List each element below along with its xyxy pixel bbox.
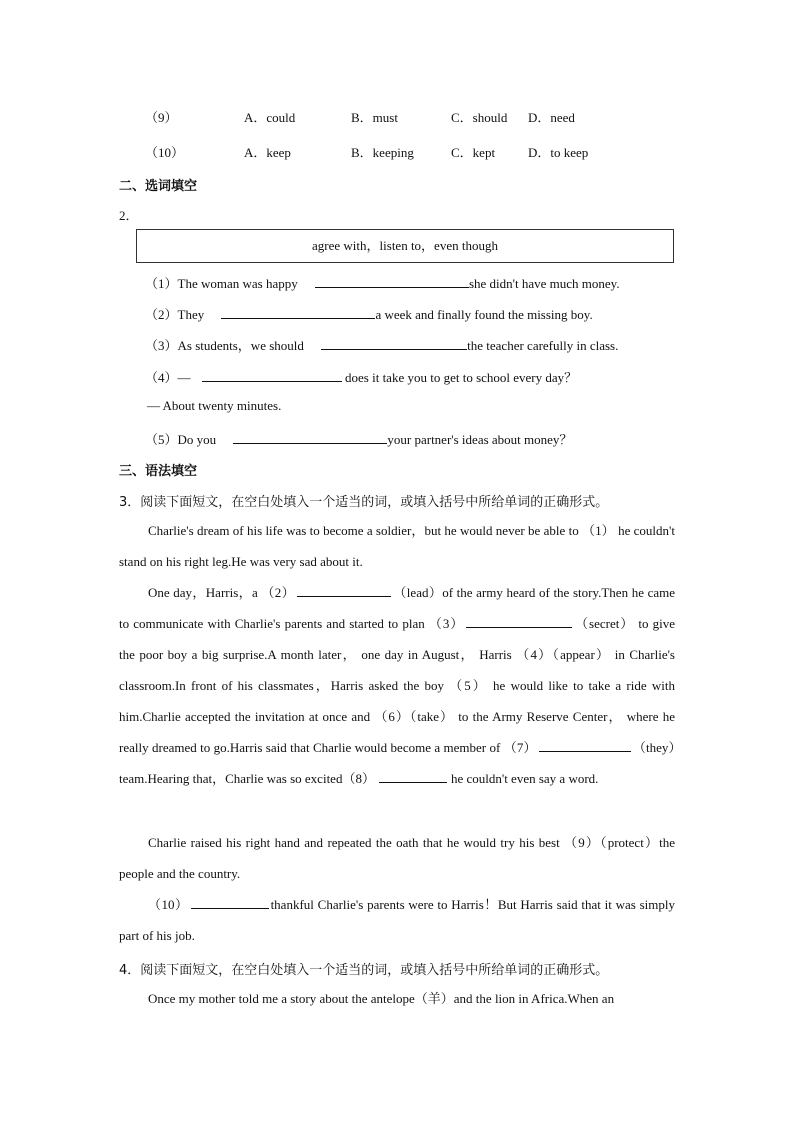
fill-item-4-answer: — About twenty minutes. bbox=[147, 398, 282, 413]
item-text: a week and finally found the missing boy. bbox=[375, 307, 593, 322]
item-text: your partner's ideas about money？ bbox=[387, 432, 573, 447]
answer-blank[interactable] bbox=[539, 737, 631, 752]
option-a: A．keep bbox=[244, 145, 291, 160]
option-b: B．keeping bbox=[351, 145, 414, 160]
item-text: does it take you to get to school every day？ bbox=[345, 370, 578, 385]
passage-text: he couldn't even say a word. bbox=[450, 771, 599, 786]
passage-4-paragraph-1: Once my mother told me a story about the antelope（羊）and the lion in Africa.When an bbox=[148, 991, 615, 1006]
word-box: agree with，listen to，even though bbox=[136, 229, 674, 263]
passage-paragraph-2 bbox=[119, 577, 675, 794]
answer-blank[interactable] bbox=[221, 304, 375, 319]
passage-paragraph-4 bbox=[119, 889, 675, 951]
option-c: C．should bbox=[451, 110, 508, 125]
answer-blank[interactable] bbox=[379, 768, 447, 783]
passage-text: （secret） to give the poor boy a big surprise.A month later， one day in August， Harris （4）（appear） in Charlie's classroom.In front of his classmates，Harris asked the boy （5） he would like to take a ride with him.Charlie accepted the invitation at once and （6）（take） to the Army Reserve Center， where he really dreamed to go.Harris said that Charlie would become a member of （7） bbox=[119, 616, 675, 755]
question-4-instruction: 4．阅读下面短文，在空白处填入一个适当的词，或填入括号中所给单词的正确形式。 bbox=[119, 963, 609, 978]
choice-number: （9） bbox=[145, 110, 178, 125]
item-text: the teacher carefully in class. bbox=[467, 338, 619, 353]
fill-item-5 bbox=[145, 429, 572, 448]
fill-item-1 bbox=[145, 273, 620, 292]
fill-item-3 bbox=[145, 335, 618, 354]
item-text: （2）They bbox=[145, 307, 205, 322]
section-heading-2: 二、选词填空 bbox=[119, 179, 198, 194]
item-text: （4）— bbox=[145, 370, 191, 385]
option-a: A．could bbox=[244, 110, 296, 125]
option-c: C．kept bbox=[451, 145, 496, 160]
answer-blank[interactable] bbox=[321, 335, 467, 350]
passage-text: （10） bbox=[148, 897, 189, 912]
item-text: （5）Do you bbox=[145, 432, 217, 447]
passage-text: One day，Harris，a （2） bbox=[148, 585, 296, 600]
option-b: B．must bbox=[351, 110, 398, 125]
item-text: （1）The woman was happy bbox=[145, 276, 298, 291]
passage-paragraph-1: Charlie's dream of his life was to become a soldier，but he would never be able to （1） he couldn't stand on his right leg.He was very sad about it. bbox=[119, 523, 675, 569]
question-3-instruction: 3．阅读下面短文，在空白处填入一个适当的词，或填入括号中所给单词的正确形式。 bbox=[119, 495, 609, 510]
passage-text: thankful Charlie's parents were to Harris！But Harris said that it was simply part of his job. bbox=[119, 897, 675, 943]
passage-text: （they）team.Hearing that，Charlie was so excited（8） bbox=[119, 740, 675, 786]
answer-blank[interactable] bbox=[315, 273, 469, 288]
question-number-2: 2． bbox=[119, 208, 139, 223]
section-heading-3: 三、语法填空 bbox=[119, 464, 198, 479]
fill-item-4 bbox=[145, 367, 577, 386]
answer-blank[interactable] bbox=[191, 894, 269, 909]
item-text: （3）As students，we should bbox=[145, 338, 304, 353]
answer-blank[interactable] bbox=[297, 582, 391, 597]
answer-blank[interactable] bbox=[466, 613, 572, 628]
answer-blank[interactable] bbox=[202, 367, 342, 382]
option-d: D．to keep bbox=[528, 145, 589, 160]
passage-paragraph-3: Charlie raised his right hand and repeated the oath that he would try his best （9）（protect）the people and the country. bbox=[119, 835, 675, 881]
passage-text: （lead）of the army heard of the story.Then he came to communicate with Charlie's parents and started to plan （3） bbox=[119, 585, 676, 631]
option-d: D．need bbox=[528, 110, 575, 125]
item-text: she didn't have much money. bbox=[468, 276, 620, 291]
answer-blank[interactable] bbox=[233, 429, 387, 444]
fill-item-2 bbox=[145, 304, 593, 323]
choice-number: （10） bbox=[145, 145, 185, 160]
